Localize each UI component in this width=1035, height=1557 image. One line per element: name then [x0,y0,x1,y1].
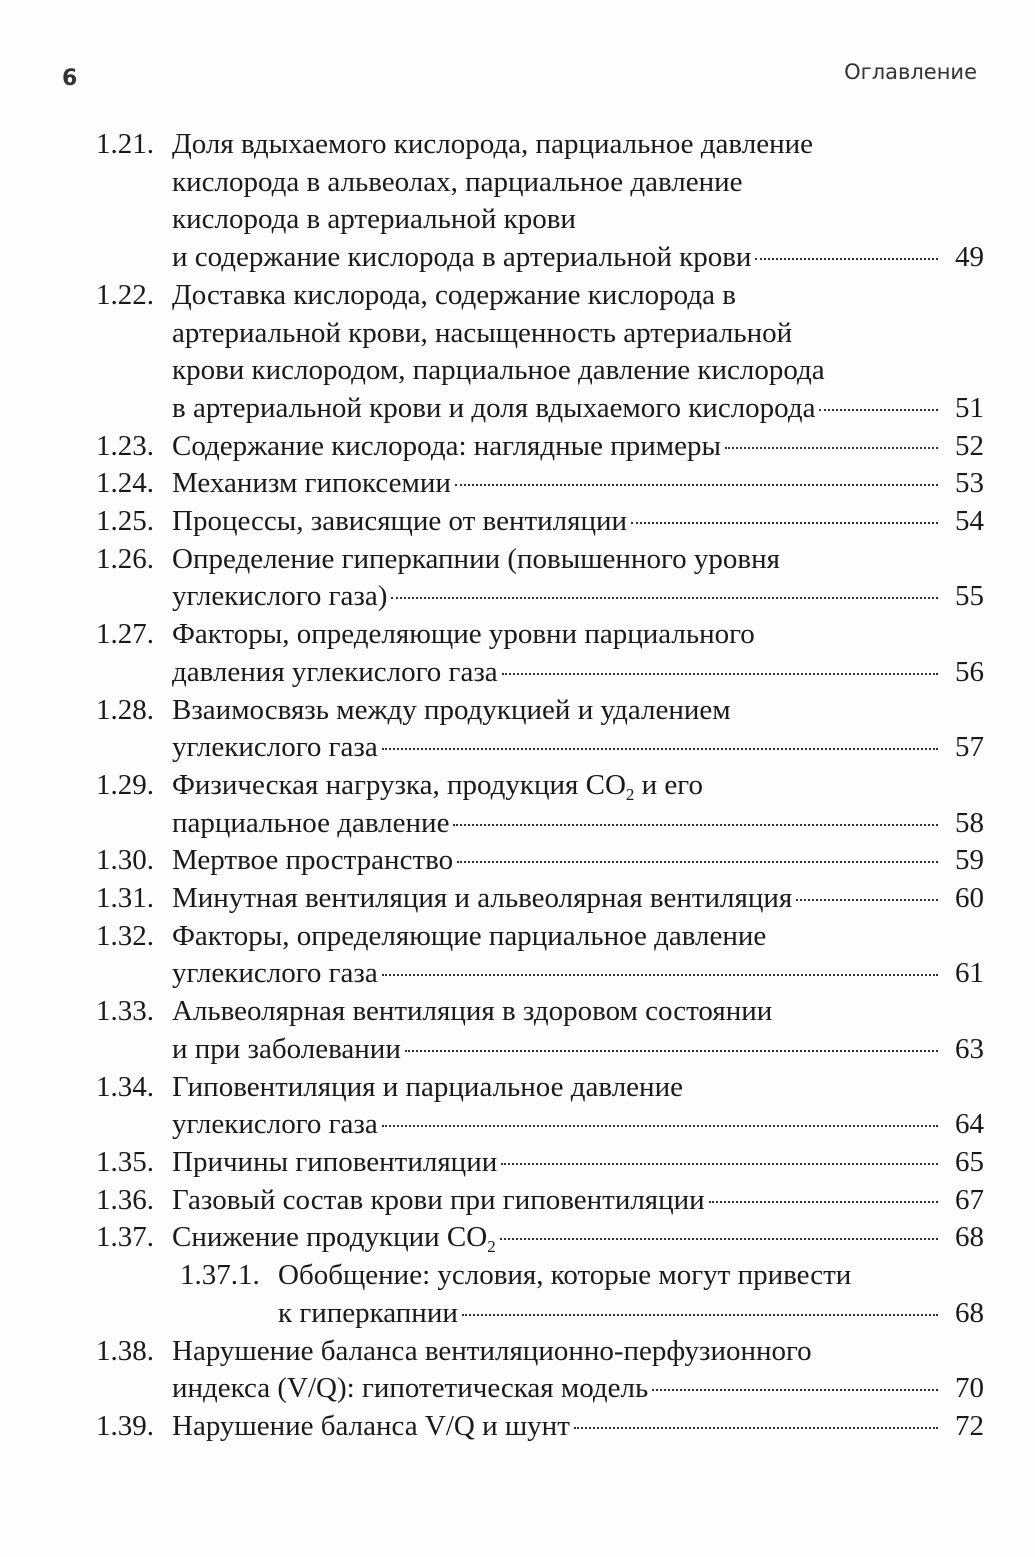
toc-entry-1-35[interactable] [96,1144,984,1182]
entry-page: 68 [955,1221,984,1254]
entry-page: 55 [955,580,984,613]
dot-leader [501,1163,938,1165]
entry-title: Причины гиповентиляции [172,1145,498,1178]
toc-entry-1-33[interactable] [96,993,984,1068]
toc-entry-1-27[interactable] [96,616,984,691]
toc-entry-1-23[interactable] [96,428,984,466]
entry-number: 1.39. [96,1409,154,1442]
dot-leader [652,1389,938,1391]
toc-entry-1-37[interactable] [96,1219,984,1257]
subscript: 2 [487,1237,496,1257]
entry-title: Содержание кислорода: наглядные примеры [172,429,722,462]
dot-leader [405,1050,938,1052]
entry-title: Альвеолярная вентиляция в здоровом состоянии [172,995,773,1028]
toc-entry-1-21[interactable] [96,126,984,277]
dot-leader [453,824,938,826]
entry-title-last: давления углекислого газа [172,655,498,688]
dot-leader [709,1201,938,1203]
entry-number: 1.29. [96,768,154,801]
dot-leader [391,597,938,599]
entry-title: Доставка кислорода, содержание кислорода в [172,278,736,311]
entry-number: 1.33. [96,995,154,1028]
dot-leader [457,861,938,863]
entry-page: 53 [955,467,984,500]
entry-number: 1.34. [96,1070,154,1103]
entry-title: Газовый состав крови при гиповентиляции [172,1183,705,1216]
entry-page: 63 [955,1032,984,1065]
entry-page: 65 [955,1145,984,1178]
entry-page: 54 [955,505,984,538]
dot-leader [382,748,938,750]
entry-number: 1.23. [96,429,154,462]
toc-entry-1-37-1[interactable] [180,1257,984,1332]
entry-number: 1.35. [96,1145,154,1178]
dot-leader [796,899,938,901]
entry-title-last: и при заболевании [172,1032,401,1065]
entry-number: 1.26. [96,542,154,575]
toc-entry-1-32[interactable] [96,918,984,993]
toc-entry-1-36[interactable] [96,1182,984,1220]
entry-title-part: и его [634,768,703,801]
entry-title: Факторы, определяющие парциальное давление [172,919,767,952]
toc-entry-1-28[interactable] [96,692,984,767]
entry-page: 49 [955,241,984,274]
entry-title: Обобщение: условия, которые могут привести [278,1259,852,1292]
entry-number: 1.25. [96,505,154,538]
entry-title-last: в артериальной крови и доля вдыхаемого кислорода [172,391,816,424]
entry-number: 1.22. [96,278,154,311]
dot-leader [500,1238,938,1240]
entry-title-last: углекислого газа [172,731,378,764]
toc-entry-1-29[interactable] [96,767,984,842]
entry-title-last: индекса (V/Q): гипотетическая модель [172,1372,649,1405]
dot-leader [755,258,938,260]
toc-entry-1-24[interactable] [96,465,984,503]
entry-number: 1.27. [96,618,154,651]
entry-number: 1.24. [96,467,154,500]
table-of-contents [96,126,984,1446]
entry-title-last: к гиперкапнии [278,1296,458,1329]
entry-title: Процессы, зависящие от вентиляции [172,505,628,538]
toc-entry-1-38[interactable] [96,1333,984,1408]
entry-number: 1.38. [96,1334,154,1367]
entry-title: Взаимосвязь между продукцией и удалением [172,693,731,726]
entry-number: 1.30. [96,844,154,877]
entry-number: 1.21. [96,128,154,160]
entry-page: 57 [955,731,984,764]
toc-entry-1-31[interactable] [96,880,984,918]
entry-page: 68 [955,1296,984,1329]
entry-page: 70 [955,1372,984,1405]
entry-title-last: углекислого газа) [172,580,388,613]
entry-page: 67 [955,1183,984,1216]
entry-title: Мертвое пространство [172,844,454,877]
entry-title: Гиповентиляция и парциальное давление [172,1070,683,1103]
dot-leader [382,974,938,976]
dot-leader [455,484,938,486]
entry-title-last: углекислого газа [172,957,378,990]
dot-leader [502,673,938,675]
entry-page: 64 [955,1108,984,1141]
entry-number: 1.31. [96,882,154,915]
entry-number: 1.32. [96,919,154,952]
entry-number: 1.37. [96,1221,154,1254]
running-head: Оглавление [844,60,977,84]
entry-title: Нарушение баланса V/Q и шунт [172,1409,570,1442]
subscript: 2 [625,784,635,804]
dot-leader [462,1314,938,1316]
entry-title-continued: кислорода в артериальной крови [172,203,576,236]
entry-title: Минутная вентиляция и альвеолярная вентиляция [172,882,793,915]
entry-title-last: углекислого газа [172,1108,378,1141]
toc-entry-1-22[interactable] [96,277,984,428]
entry-title-last: и содержание кислорода в артериальной крови [172,241,752,274]
entry-page: 51 [955,391,984,424]
entry-number: 1.36. [96,1183,154,1216]
entry-title: Нарушение баланса вентиляционно-перфузионного [172,1334,812,1367]
entry-title [172,1219,496,1257]
entry-title: Механизм гипоксемии [172,467,451,500]
dot-leader [382,1125,938,1127]
entry-page: 52 [955,429,984,462]
entry-number: 1.37.1. [180,1259,260,1292]
entry-title: Определение гиперкапнии (повышенного уровня [172,542,780,575]
entry-number: 1.28. [96,693,154,726]
toc-entry-1-26[interactable] [96,541,984,616]
entry-page: 59 [955,844,984,877]
dot-leader [631,522,938,524]
page-number: 6 [62,66,78,91]
entry-title [172,767,703,805]
toc-entry-1-34[interactable] [96,1069,984,1144]
dot-leader [725,447,938,449]
entry-page: 56 [955,655,984,688]
entry-page: 61 [955,957,984,990]
dot-leader [819,409,938,411]
entry-title-last: парциальное давление [172,806,450,839]
entry-page: 72 [955,1409,984,1442]
entry-title: Факторы, определяющие уровни парциального [172,618,755,651]
dot-leader [574,1427,938,1429]
entry-title-part: Снижение продукции CO [172,1221,488,1254]
entry-title-continued: кислорода в альвеолах, парциальное давление [172,165,743,198]
entry-title-part: Физическая нагрузка, продукция CO [172,768,626,801]
entry-title-continued: крови кислородом, парциальное давление кислорода [172,354,825,387]
entry-page: 58 [955,806,984,839]
toc-entry-1-39[interactable] [96,1408,984,1446]
entry-title: Доля вдыхаемого кислорода, парциальное давление [172,128,813,160]
toc-entry-1-30[interactable] [96,842,984,880]
entry-title-continued: артериальной крови, насыщенность артериальной [172,316,793,349]
entry-page: 60 [955,882,984,915]
toc-entry-1-25[interactable] [96,503,984,541]
